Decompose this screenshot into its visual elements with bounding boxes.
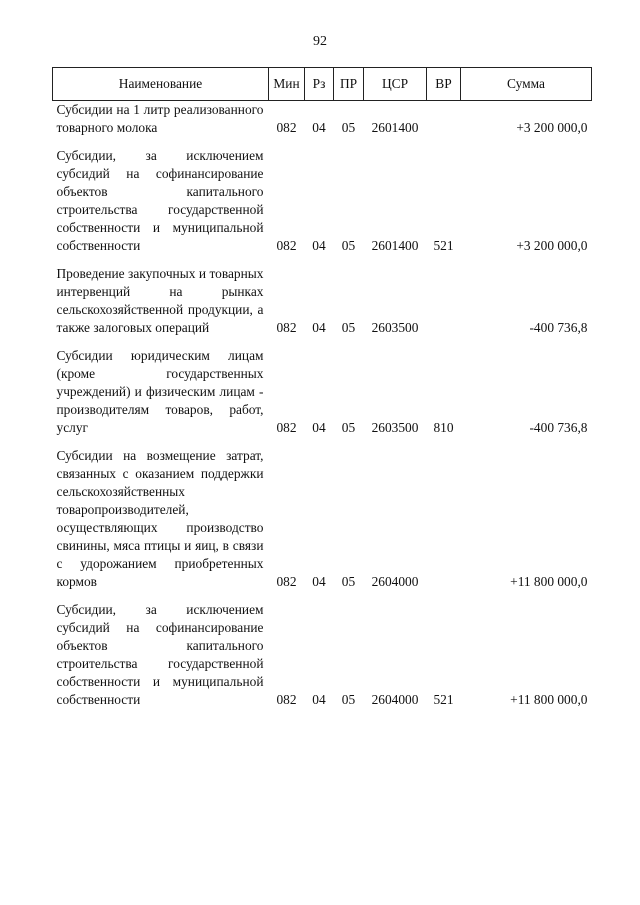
row-name: Проведение закупочных и товарных интервенций на рынках сельскохозяйственной продукции, а также залоговых операций	[56, 266, 264, 335]
row-rz: 04	[312, 420, 326, 435]
row-name: Субсидии на возмещение затрат, связанных с оказанием поддержки сельскохозяйственных товаропроизводителей, осуществляющих производство свинины, мяса птицы и яиц, в связи с удорожанием приобретенных кормов	[56, 448, 264, 589]
row-csr: 2604000	[371, 574, 419, 589]
row-min: 082	[276, 320, 297, 335]
row-csr: 2601400	[371, 238, 419, 253]
table-row	[53, 447, 592, 601]
row-min: 082	[276, 238, 297, 253]
column-header-sum: Сумма	[461, 68, 592, 101]
row-min: 082	[276, 692, 297, 707]
row-rz: 04	[312, 574, 326, 589]
table-header-row	[53, 68, 592, 101]
row-sum: +3 200 000,0	[516, 238, 588, 253]
row-pr: 05	[341, 420, 356, 435]
row-pr: 05	[341, 238, 356, 253]
row-csr: 2603500	[371, 320, 419, 335]
row-sum: +3 200 000,0	[516, 120, 588, 135]
column-header-vr: ВР	[427, 68, 461, 101]
row-sum: -400 736,8	[529, 320, 588, 335]
row-csr: 2604000	[371, 692, 419, 707]
row-rz: 04	[312, 320, 326, 335]
row-vr: 810	[433, 420, 454, 435]
table-row	[53, 601, 592, 719]
table-row	[53, 147, 592, 265]
row-rz: 04	[312, 238, 326, 253]
row-name: Субсидии юридическим лицам (кроме государственных учреждений) и физическим лицам - производителям товаров, работ, услуг	[56, 348, 264, 435]
row-sum: +11 800 000,0	[510, 574, 588, 589]
row-pr: 05	[341, 320, 356, 335]
row-csr: 2601400	[371, 120, 419, 135]
row-pr: 05	[341, 692, 356, 707]
row-sum: -400 736,8	[529, 420, 588, 435]
row-pr: 05	[341, 574, 356, 589]
column-header-rz: Рз	[305, 68, 334, 101]
row-vr	[427, 101, 461, 148]
table-row	[53, 265, 592, 347]
row-name: Субсидии, за исключением субсидий на софинансирование объектов капитального строительства государственной собственности и муниципальной собственности	[56, 602, 264, 707]
row-rz: 04	[312, 692, 326, 707]
table-row	[53, 347, 592, 447]
column-header-name: Наименование	[53, 68, 269, 101]
row-vr: 521	[433, 692, 454, 707]
row-pr: 05	[341, 120, 356, 135]
row-vr	[427, 447, 461, 601]
row-vr	[427, 265, 461, 347]
row-name: Субсидии, за исключением субсидий на софинансирование объектов капитального строительства государственной собственности и муниципальной собственности	[56, 148, 264, 253]
row-min: 082	[276, 120, 297, 135]
row-vr: 521	[433, 238, 454, 253]
row-rz: 04	[312, 120, 326, 135]
table-row	[53, 101, 592, 148]
row-name: Субсидии на 1 литр реализованного товарного молока	[56, 102, 264, 135]
row-min: 082	[276, 420, 297, 435]
budget-table	[52, 67, 592, 719]
row-min: 082	[276, 574, 297, 589]
row-sum: +11 800 000,0	[510, 692, 588, 707]
column-header-min: Мин	[269, 68, 305, 101]
column-header-csr: ЦСР	[364, 68, 427, 101]
column-header-pr: ПР	[334, 68, 364, 101]
page-number: 92	[313, 34, 327, 49]
row-csr: 2603500	[371, 420, 419, 435]
